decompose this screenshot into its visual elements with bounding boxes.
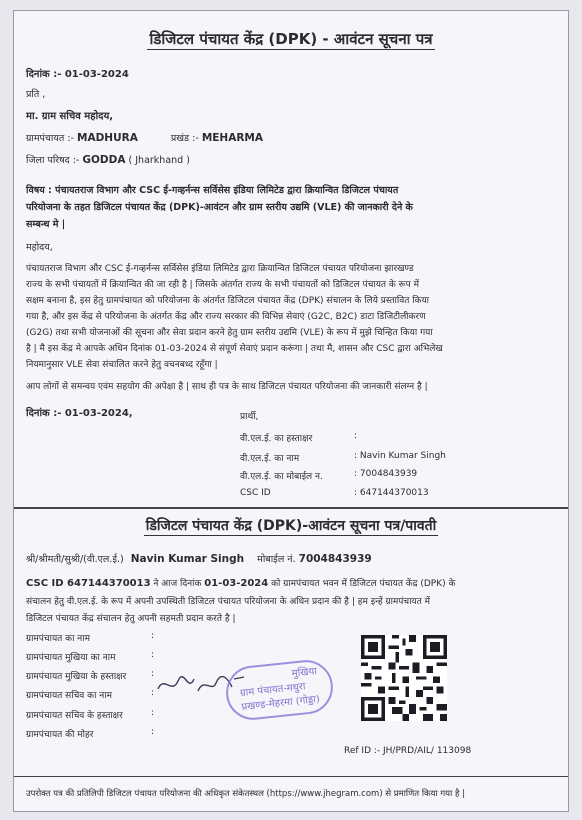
csc-line-3: डिजिटल पंचायत केंद्र संचालन हेतु अपनी सहमती प्रदान करते है | bbox=[26, 614, 236, 624]
date-line: दिनांक :- 01-03-2024 bbox=[26, 69, 129, 80]
footer-note: उपरोक्त पत्र की प्रतिलिपी डिजिटल पंचायत परियोजना की अधिकृत संकेतस्थल (https://www.jhegram.com) से प्रमाणित किया गया है | bbox=[26, 789, 466, 799]
salutation: महोदय, bbox=[26, 242, 53, 253]
csc-line-1 bbox=[26, 576, 455, 589]
field-colon: : bbox=[151, 727, 155, 737]
field-colon: : bbox=[151, 631, 155, 641]
body-line: गया है, और इस केंद्र से परियोजना के अंतर्गत केंद्र और राज्य सरकार की विभिन्न सेवाएं (G2C, B2C) डाटा डिजिटीलीकरण bbox=[26, 312, 426, 322]
vle-line bbox=[26, 552, 372, 565]
body-line: (G2G) तथा सभी योजनाओं की सूचना और सेवा प्रदान करने हेतु ग्राम स्तरीय उद्यमि (VLE) के रूप में मुझे चिन्हित किया गया bbox=[26, 328, 433, 338]
section-divider bbox=[14, 507, 568, 509]
block-label: प्रखंड :- bbox=[170, 133, 199, 144]
csc-id: CSC ID 647144370013 bbox=[26, 578, 151, 589]
gp-line bbox=[26, 131, 263, 144]
subject-line-1: विषय : पंचायतराज विभाग और CSC ई-गव्हर्नन्स सर्विसेस इंडिया लिमिटेड द्वारा क्रियान्वित डिजिटल पंचायत bbox=[26, 185, 399, 196]
stamp-line: प्रखण्ड-मेहरमा (गोड्डा) bbox=[241, 693, 321, 713]
csc-id-value: : 647144370013 bbox=[354, 488, 429, 498]
body-line: है | मै इस केंद्र मे आपके अधिन दिनांक 01-03-2024 से संपूर्ण सेवाएं प्रदान करूंगा | तथा मै, शासन और CSC द्वारा अभिलेख bbox=[26, 344, 443, 354]
body-line: पंचायतराज विभाग और CSC ई-गव्हर्नन्स सर्विसेस इंडिया लिमिटेड द्वारा क्रियान्वित डिजिटल पंचायत परियोजना झारखण्ड bbox=[26, 264, 414, 274]
prarthi: प्रार्थी, bbox=[240, 412, 259, 422]
csc-date: 01-03-2024 bbox=[204, 578, 269, 589]
field-label: ग्रामपंचायत मुखिया के हस्ताक्षर bbox=[26, 672, 127, 682]
field-colon: : bbox=[151, 688, 155, 698]
qr-code bbox=[361, 635, 447, 721]
csc-line-text: को ग्रामपंचायत भवन में डिजिटल पंचायत केंद्र (DPK) के bbox=[271, 579, 456, 589]
field-colon: : bbox=[151, 708, 155, 718]
mobile-value: 7004843939 bbox=[298, 553, 372, 565]
vle-mobile-label: वी.एल.ई. का मोबाईल न. bbox=[240, 472, 323, 482]
body-line: राज्य के सभी पंचायतों में क्रियान्वित की जा रही है | जिसके अंतर्गत राज्य के सभी पंचायतों को डिजिटल पंचायत के रूप में bbox=[26, 280, 420, 290]
vle-name: Navin Kumar Singh bbox=[130, 553, 245, 565]
field-label: ग्रामपंचायत का नाम bbox=[26, 634, 90, 644]
stamp-line: मुखिया bbox=[291, 666, 318, 680]
block-value: MEHARMA bbox=[201, 132, 264, 144]
letter-page bbox=[13, 10, 569, 812]
district-label: जिला परिषद :- bbox=[26, 155, 80, 166]
stamp-line: ग्राम पंचायत-मधुरा bbox=[239, 681, 307, 700]
state-value: ( Jharkhand ) bbox=[128, 155, 190, 166]
district-line bbox=[26, 153, 190, 166]
ref-id: Ref ID :- JH/PRD/AIL/ 113098 bbox=[344, 746, 472, 756]
field-label: ग्रामपंचायत मुखिया का नाम bbox=[26, 653, 116, 663]
mobile-label: मोबाईल नं. bbox=[257, 554, 296, 565]
subject-line-2: परियोजना के तहत डिजिटल पंचायत केंद्र (DPK)-आवंटन और ग्राम स्तरीय उद्यमि (VLE) की जानकारी देने के bbox=[26, 202, 413, 213]
field-label: ग्रामपंचायत सचिव का नाम bbox=[26, 691, 112, 701]
gp-value: MADHURA bbox=[77, 132, 138, 144]
vle-name-label: वी.एल.ई. का नाम bbox=[240, 454, 300, 464]
date-line-2: दिनांक :- 01-03-2024, bbox=[26, 408, 133, 419]
field-label: ग्रामपंचायत की मोहर bbox=[26, 730, 94, 740]
field-colon: : bbox=[151, 669, 155, 679]
body-line: सक्षम बनाना है, इस हेतु ग्रामपंचायत को परियोजना के अंतर्गत डिजिटल पंचायत केंद्र (DPK) संचालन के लिये प्रस्तावित किया bbox=[26, 296, 430, 306]
body-line: आप लोगों से समन्वय एवंम सहयोग की अपेक्षा है | साथ ही पत्र के साथ डिजिटल पंचायत परियोजना की जानकारी संलग्न है | bbox=[26, 382, 428, 392]
page-title: डिजिटल पंचायत केंद्र (DPK) - आवंटन सूचना पत्र bbox=[149, 30, 433, 48]
bottom-title: डिजिटल पंचायत केंद्र (DPK)-आवंटन सूचना पत्र/पावती bbox=[145, 518, 437, 534]
vle-mobile-value: : 7004843939 bbox=[354, 469, 418, 479]
vle-prefix: श्री/श्रीमती/सुश्री/(वी.एल.ई.) bbox=[26, 554, 124, 565]
subject-line-3: सम्बन्ध मे | bbox=[26, 219, 66, 230]
gp-label: ग्रामपंचायत :- bbox=[26, 133, 74, 144]
district-value: GODDA bbox=[82, 154, 126, 166]
body-line: नियमानुसार VLE सेवा संचालित करने हेतु वचनबध्द रहूँगा | bbox=[26, 360, 218, 370]
panchayat-stamp bbox=[223, 658, 335, 723]
footer-divider bbox=[14, 776, 568, 777]
prati: प्रति , bbox=[26, 89, 46, 100]
vle-name-value: : Navin Kumar Singh bbox=[354, 451, 446, 461]
csc-id-label: CSC ID bbox=[240, 488, 271, 498]
vle-sig-colon: : bbox=[354, 431, 358, 441]
vle-sig-label: वी.एल.ई. का हस्ताक्षर bbox=[240, 434, 313, 444]
field-label: ग्रामपंचायत सचिव के हस्ताक्षर bbox=[26, 711, 123, 721]
field-colon: : bbox=[151, 650, 155, 660]
csc-line-2: संचालन हेतु वी.एल.ई. के रूप में अपनी उपस्थिती डिजिटल पंचायत परियोजना के अधिन प्रदान की है | हम इन्हें ग्रामपंचायत में bbox=[26, 597, 431, 607]
csc-line-text: ने आज दिनांक bbox=[153, 579, 202, 589]
addressee: मा. ग्राम सचिव महोदय, bbox=[26, 111, 114, 122]
